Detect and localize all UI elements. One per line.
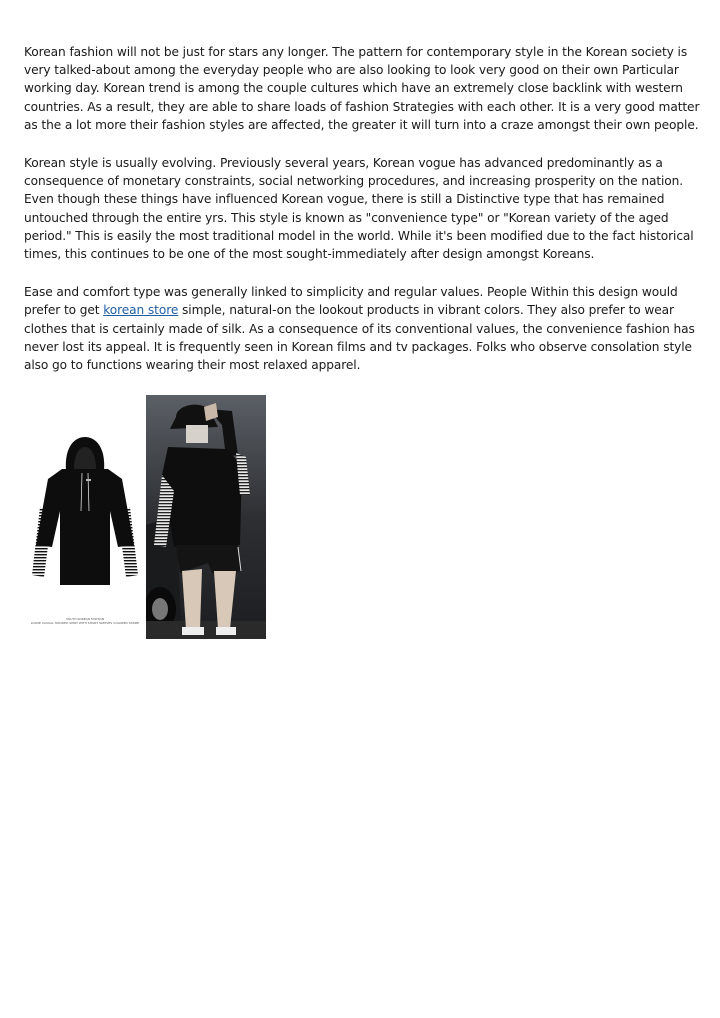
korean-store-link[interactable]: korean store bbox=[103, 303, 179, 318]
paragraph-2: Korean style is usually evolving. Previously several years, Korean vogue has advanced predominantly as a consequence of monetary constraints, social networking procedures, and increasing prosperity on the nation. Even though these things have influenced Korean vogue, there is still a Distinctive type that has remained untouched through the entire yrs. This style is known as "convenience type" or "Korean variety of the aged period." This is easily the most traditional model in the world. While it's been modified due to the fact historical times, this continues to be one of the most sought-immediately after design amongst Koreans. bbox=[24, 156, 694, 262]
product-caption-title: SOUTH KOREAN FASHION bbox=[65, 617, 105, 621]
paragraph-3-text-start: Ease and comfort type was generally linked to simplicity and regular values. People Within this design would prefer to get bbox=[24, 285, 678, 318]
document-body bbox=[24, 43, 700, 394]
street-style-illustration bbox=[146, 395, 266, 639]
paragraph-3-text-end: simple, natural-on the lookout products in vibrant colors. They also prefer to wear clothes that is certainly made of silk. As a consequence of its conventional values, the convenience fashion has never lost its appeal. It is frequently seen in Korean films and tv packages. Folks who observe consolation style also go to functions wearing their most relaxed apparel. bbox=[24, 303, 695, 373]
street-style-photo bbox=[146, 395, 266, 639]
product-caption bbox=[28, 617, 142, 625]
product-caption-subtitle: LOOSE CASUAL HOODED SHIRT WITH SHORT SLEEVES COLORED STRIPE bbox=[30, 621, 140, 625]
hoodie-product-image bbox=[26, 395, 144, 639]
paragraph-3 bbox=[24, 283, 700, 374]
hoodie-illustration bbox=[26, 395, 144, 639]
paragraph-1: Korean fashion will not be just for stars any longer. The pattern for contemporary style in the Korean society is very talked-about among the everyday people who are also looking to look very good on their own Particular working day. Korean trend is among the couple cultures which have an extremely close backlink with western countries. As a result, they are able to share loads of fashion Strategies with each other. It is a very good matter as the a lot more their fashion styles are affected, the greater it will turn into a craze amongst their own people. bbox=[24, 45, 700, 132]
image-group bbox=[26, 395, 271, 639]
